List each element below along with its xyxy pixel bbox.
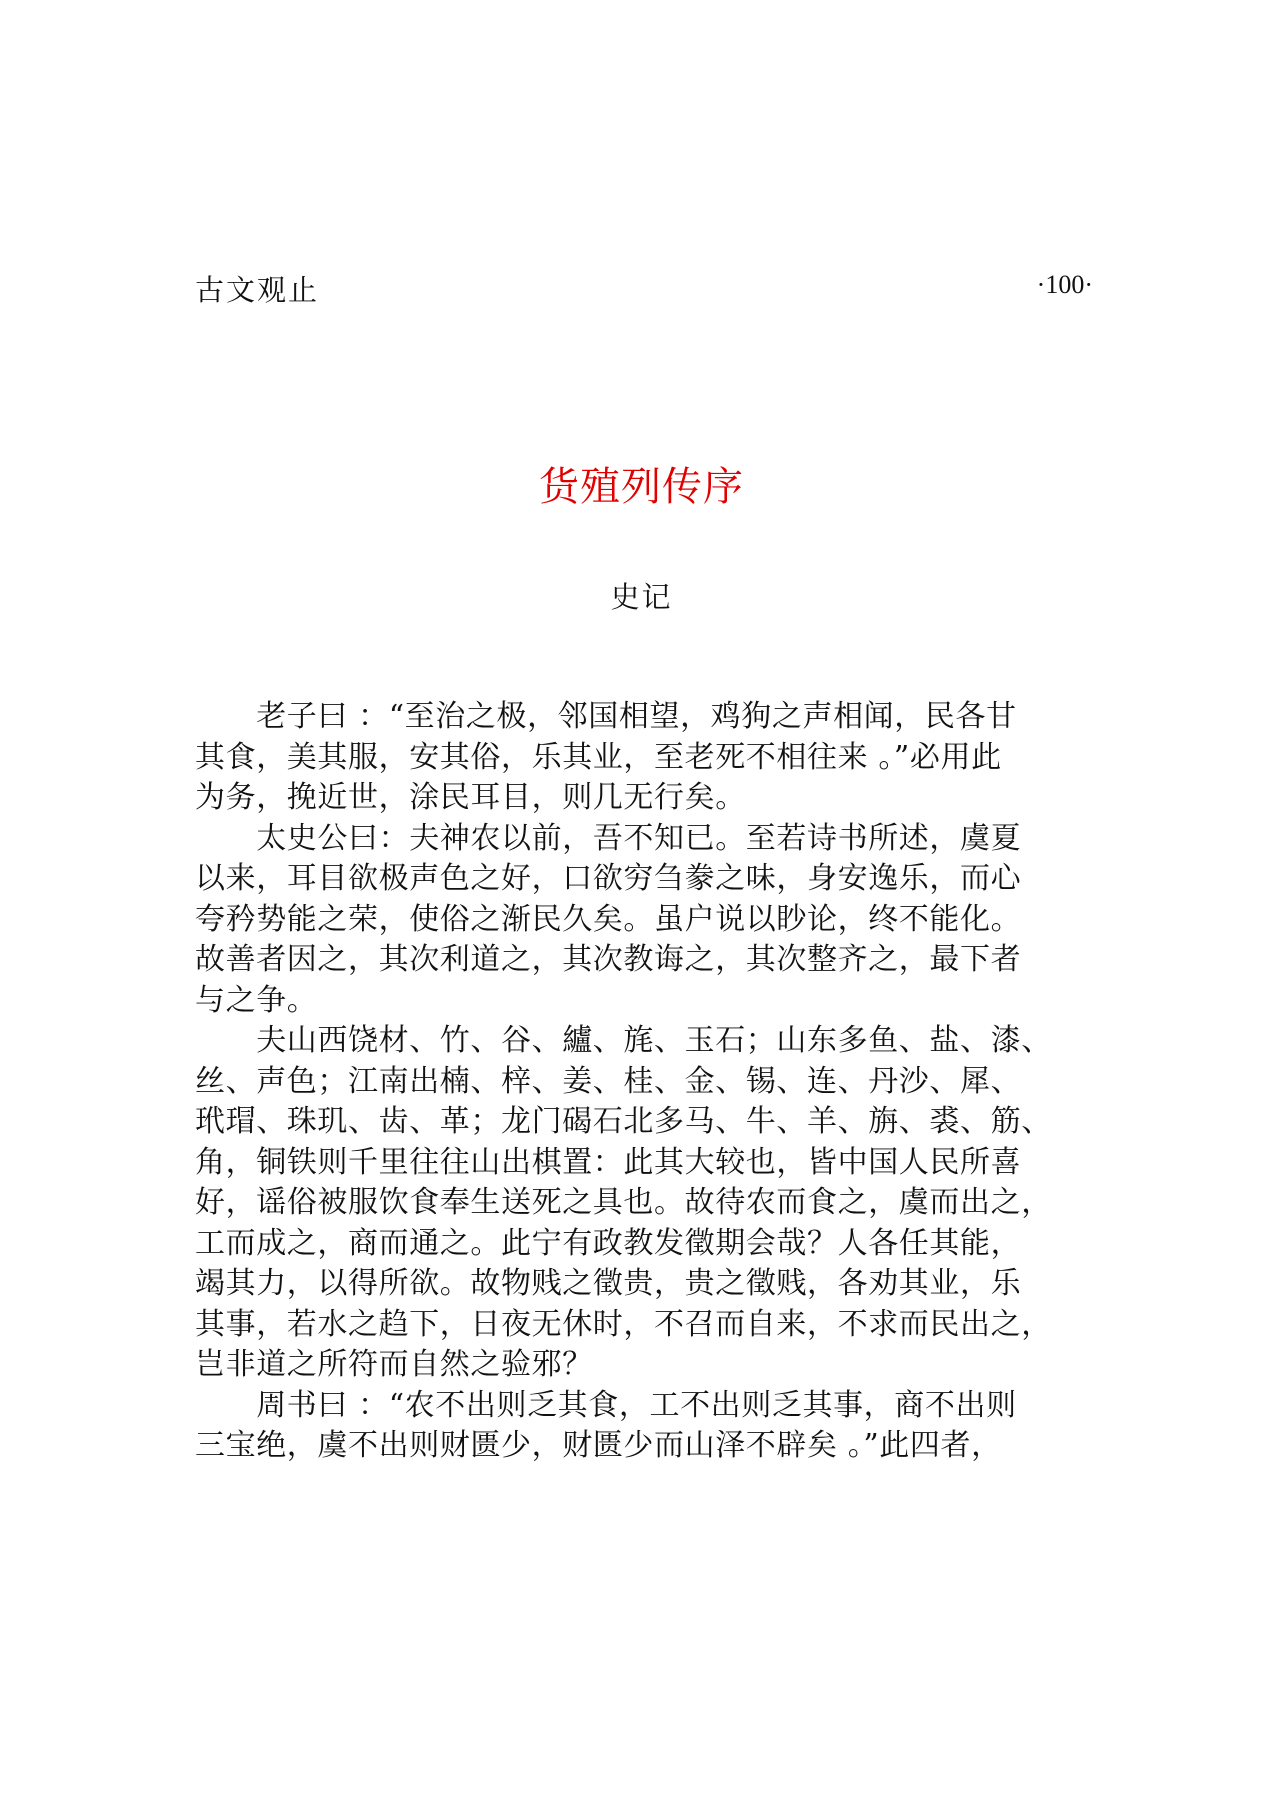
running-header <box>195 268 1093 308</box>
book-title: 古文观止 <box>195 273 320 307</box>
text-line: 夸矜势能之荣，使俗之渐民久矣。虽户说以眇论，终不能化。 <box>195 901 1022 937</box>
text-line: 其食，美其服，安其俗，乐其业，至老死不相往来 。”必用此 <box>195 739 1002 775</box>
text-line: 故善者因之，其次利道之，其次教诲之，其次整齐之，最下者 <box>195 942 1022 977</box>
text-line: 周书曰 ：“农不出则乏其食，工不出则乏其事，商不出则 <box>195 1387 1017 1423</box>
chapter-title: 货殖列传序 <box>539 464 744 510</box>
text-line: 太史公曰：夫神农以前，吾不知已。至若诗书所述，虞夏 <box>195 820 1022 856</box>
text-line: 好，谣俗被服饮食奉生送死之具也。故待农而食之，虞而出之， <box>195 1185 1052 1220</box>
text-line: 工而成之，商而通之。此宁有政教发徵期会哉？人各任其能， <box>195 1225 1022 1261</box>
text-line: 岂非道之所符而自然之验邪？ <box>195 1347 593 1382</box>
text-line: 老子曰 ：“至治之极，邻国相望，鸡狗之声相闻，民各甘 <box>195 699 1017 734</box>
page-number: ·100· <box>1036 270 1093 299</box>
text-line: 角，铜铁则千里往往山出棋置：此其大较也，皆中国人民所喜 <box>195 1144 1022 1180</box>
text-line: 丝、声色；江南出楠、梓、姜、桂、金、锡、连、丹沙、犀、 <box>195 1063 1022 1099</box>
text-line: 夫山西饶材、竹、谷、纑、旄、玉石；山东多鱼、盐、漆、 <box>195 1023 1052 1058</box>
text-line: 玳瑁、珠玑、齿、革；龙门碣石北多马、牛、羊、旃、裘、筋、 <box>195 1104 1052 1139</box>
text-line: 其事，若水之趋下，日夜无休时，不召而自来，不求而民出之， <box>195 1306 1052 1342</box>
text-line: 三宝绝，虞不出则财匮少，财匮少而山泽不辟矣 。”此四者， <box>195 1428 1002 1463</box>
text-line: 为务，挽近世，涂民耳目，则几无行矣。 <box>195 780 746 815</box>
text-line: 与之争。 <box>195 982 318 1018</box>
chapter-source: 史记 <box>610 580 673 614</box>
text-line: 以来，耳目欲极声色之好，口欲穷刍豢之味，身安逸乐，而心 <box>195 861 1022 896</box>
text-line: 竭其力，以得所欲。故物贱之徵贵，贵之徵贱，各劝其业，乐 <box>195 1266 1022 1301</box>
body-text <box>195 697 1095 1467</box>
